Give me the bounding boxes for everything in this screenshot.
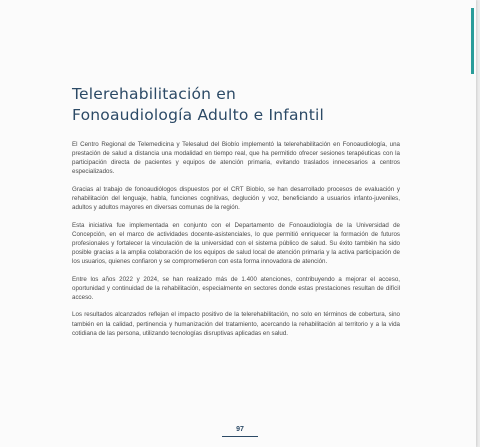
title-line-2: Fonoaudiología Adulto e Infantil [72,106,324,124]
page-number: 97 [236,426,244,433]
title-line-1: Telerehabilitación en [72,85,237,103]
paragraph-4: Entre los años 2022 y 2024, se han realizado más de 1.400 atenciones, contribuyendo a mejorar el acceso, oportunidad y continuidad de la rehabilitación, especialmente en sectores donde estas prestaciones resultan de difícil acceso. [72,276,400,302]
accent-bar [471,8,474,74]
page-number-underline [222,436,258,437]
paragraph-5: Los resultados alcanzados reflejan el impacto positivo de la telerehabilitación, no solo en términos de cobertura, sino también en la calidad, pertinencia y humanización del tratamiento, acercando la rehabilitación al territorio y a la vida cotidiana de las persona, utilizando tecnologías disruptivas aplicadas en salud. [72,311,400,337]
paragraph-3: Esta iniciativa fue implementada en conjunto con el Departamento de Fonoaudiología de la Universidad de Concepción, en el marco de actividades docente-asistenciales, lo que permitió enriquecer la formación de futuros profesionales y fortalecer la vinculación de la universidad con el sistema público de salud. Su éxito también ha sido posible gracias a la amplia colaboración de los equipos de salud local de atención primaria y la activa participación de los usuarios, quienes confiaron y se comprometieron con esta forma innovadora de atención. [72,221,400,266]
page-title [72,84,324,126]
paragraph-1: El Centro Regional de Telemedicina y Telesalud del Biobío implementó la telerehabilitación en Fonoaudiología, una prestación de salud a distancia una modalidad en tiempo real, que ha permitido ofrecer sesiones terapéuticas con la participación directa de pacientes y equipos de atención primaria, evitando traslados innecesarios a centros especializados. [72,141,400,176]
paragraph-2: Gracias al trabajo de fonoaudiólogos dispuestos por el CRT Biobío, se han desarrollado procesos de evaluación y rehabilitación del lenguaje, habla, funciones cognitivas, deglución y voz, beneficiando a usuarios infanto-juveniles, adultos y adultos mayores en diversas comunas de la región. [72,185,400,212]
body-text [72,140,400,346]
